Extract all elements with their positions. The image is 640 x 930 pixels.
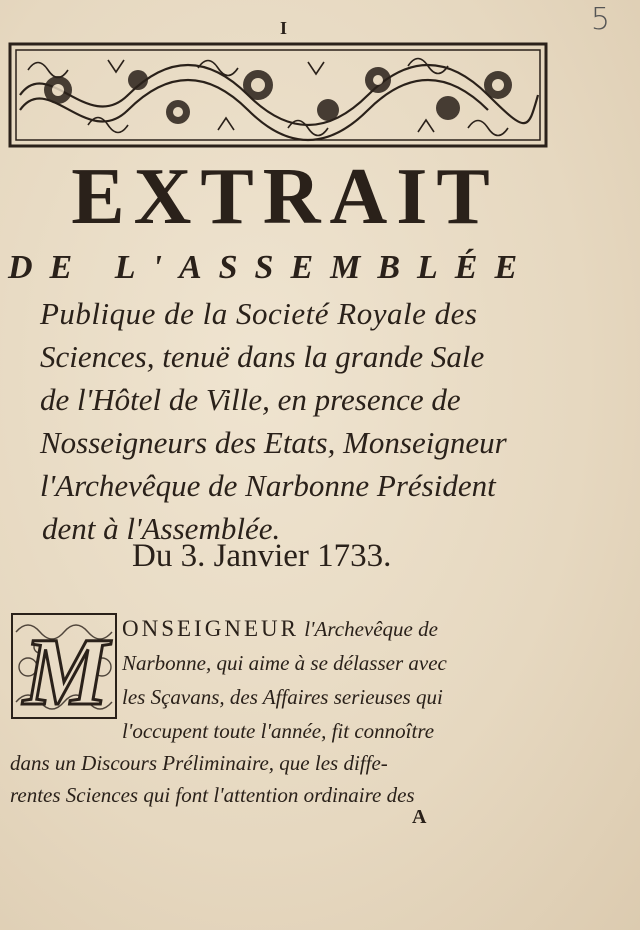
body-line-text: l'Archevêque de: [304, 617, 438, 641]
folio-mark: I: [280, 18, 288, 38]
body-line: rentes Sciences qui font l'attention ordinaire des: [10, 783, 415, 807]
decorated-initial-icon: [10, 612, 122, 722]
body-line: l'occupent toute l'année, fit connoître: [122, 719, 435, 743]
body-line: [122, 614, 438, 644]
page-title: EXTRAIT: [71, 153, 499, 241]
intro-line: l'Archevêque de Narbonne Président: [40, 468, 496, 503]
page-number: 5: [590, 2, 610, 37]
floral-headpiece-ornament: [8, 40, 548, 150]
intro-line: Publique de la Societé Royale des: [40, 296, 478, 331]
intro-line: dent à l'Assemblée.: [42, 511, 281, 546]
catchword: A: [412, 806, 427, 828]
intro-line: de l'Hôtel de Ville, en presence de: [40, 382, 461, 417]
intro-paragraph: [40, 292, 550, 550]
first-word: ONSEIGNEUR: [122, 616, 299, 641]
dropcap-letter: M: [23, 618, 109, 722]
intro-line: Nosseigneurs des Etats, Monseigneur: [40, 425, 507, 460]
intro-line: Sciences, tenuë dans la grande Sale: [40, 339, 485, 374]
subtitle: DE L'ASSEMBLÉE: [8, 249, 535, 286]
body-line: Narbonne, qui aime à se délasser avec: [122, 651, 447, 675]
date-line: Du 3. Janvier 1733.: [132, 538, 392, 574]
body-line: dans un Discours Préliminaire, que les diffe-: [10, 751, 388, 775]
body-line: les Sçavans, des Affaires serieuses qui: [122, 685, 443, 709]
